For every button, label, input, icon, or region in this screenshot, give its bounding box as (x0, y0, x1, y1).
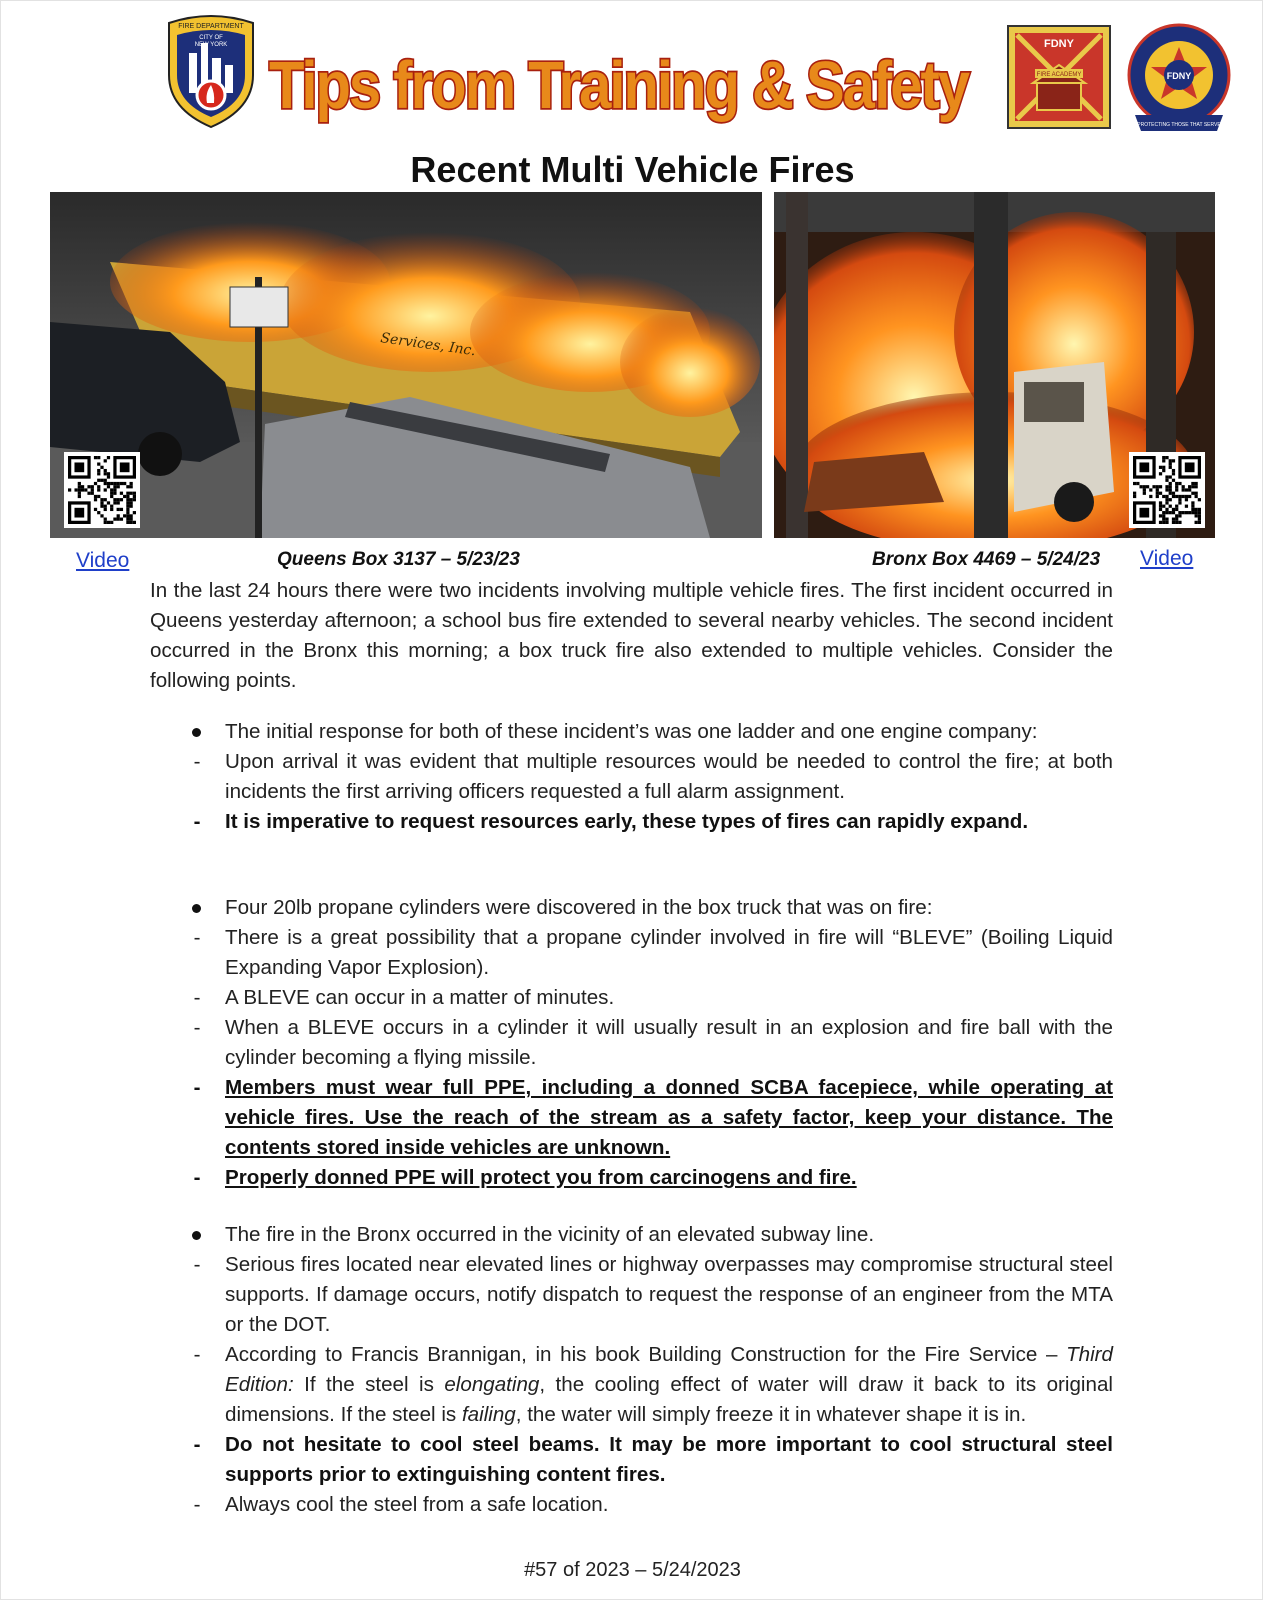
svg-text:FIRE DEPARTMENT: FIRE DEPARTMENT (178, 23, 244, 30)
list-item: - Upon arrival it was evident that multiple resources would be needed to control the fire; at both incidents the first arriving officers requested a full alarm assignment. (193, 750, 1113, 803)
list-item: - A BLEVE can occur in a matter of minutes. (193, 986, 615, 1009)
list-item: Four 20lb propane cylinders were discovered in the box truck that was on fire: (225, 896, 933, 919)
section-propane-cylinders (150, 893, 1113, 1193)
document-footer: #57 of 2023 – 5/24/2023 (524, 1559, 741, 1581)
intro-paragraph: In the last 24 hours there were two incidents involving multiple vehicle fires. The first incident occurred in Queens yesterday afternoon; a school bus fire extended to several nearby vehicles. The second incident occurred in the Bronx this morning; a box truck fire also extended to multiple vehicles. Consider the following points. (150, 579, 1113, 692)
list-item: - It is imperative to request resources early, these types of fires can rapidly expand. (193, 810, 1029, 833)
list-item: - According to Francis Brannigan, in his book Building Construction for the Fire Service – Third Edition: If the steel is elongating, the cooling effect of water will draw it back to its original dimensions. If the steel is failing, the water will simply freeze it in whatever shape it is in. (193, 1343, 1113, 1426)
bronx-box-caption: Bronx Box 4469 – 5/24/23 (872, 549, 1101, 570)
list-item: - When a BLEVE occurs in a cylinder it will usually result in an explosion and fire ball with the cylinder becoming a flying missile. (193, 1016, 1113, 1069)
fire-academy-logo (1007, 25, 1111, 129)
banner-title: Tips from Training & Safety (269, 48, 969, 123)
svg-text:Services, Inc.: Services, Inc. (379, 330, 477, 360)
queens-video-link[interactable]: Video (76, 549, 130, 572)
list-item: The fire in the Bronx occurred in the vicinity of an elevated subway line. (225, 1223, 875, 1246)
svg-text:NEW YORK: NEW YORK (194, 42, 228, 48)
qr-code-queens-video[interactable] (64, 452, 140, 528)
svg-text:FIRE ACADEMY: FIRE ACADEMY (1036, 72, 1082, 78)
list-item: - Properly donned PPE will protect you from carcinogens and fire. (193, 1166, 857, 1189)
section-initial-response (150, 717, 1113, 837)
list-item: - There is a great possibility that a propane cylinder involved in fire will “BLEVE” (Boiling Liquid Expanding Vapor Explosion). (193, 926, 1113, 979)
qr-code-bronx-video[interactable] (1129, 452, 1205, 528)
svg-text:FDNY: FDNY (1044, 38, 1074, 50)
list-item: The initial response for both of these incident’s was one ladder and one engine company: (225, 720, 1038, 743)
svg-text:PROTECTING THOSE THAT SERVE: PROTECTING THOSE THAT SERVE (1137, 122, 1221, 128)
fdny-safety-command-logo (1125, 23, 1233, 133)
list-item: - Always cool the steel from a safe location. (193, 1493, 609, 1516)
document-title: Recent Multi Vehicle Fires (410, 149, 855, 190)
section-elevated-subway (150, 1220, 1113, 1520)
svg-text:FDNY: FDNY (1166, 71, 1192, 81)
svg-text:CITY OF: CITY OF (199, 35, 223, 41)
school-bus-fire-photo (50, 192, 762, 538)
bronx-video-link[interactable]: Video (1140, 547, 1194, 570)
fdny-shield-logo (161, 13, 261, 129)
queens-box-caption: Queens Box 3137 – 5/23/23 (277, 549, 520, 570)
list-item: - Serious fires located near elevated lines or highway overpasses may compromise structural steel supports. If damage occurs, notify dispatch to request the response of an engineer from the MTA or the DOT. (193, 1253, 1113, 1336)
list-item: - Do not hesitate to cool steel beams. It may be more important to cool structural steel supports prior to extinguishing content fires. (193, 1433, 1113, 1486)
list-item: - Members must wear full PPE, including a donned SCBA facepiece, while operating at vehicle fires. Use the reach of the stream as a safety factor, keep your distance. The contents stored inside vehicles are unknown. (193, 1076, 1113, 1159)
